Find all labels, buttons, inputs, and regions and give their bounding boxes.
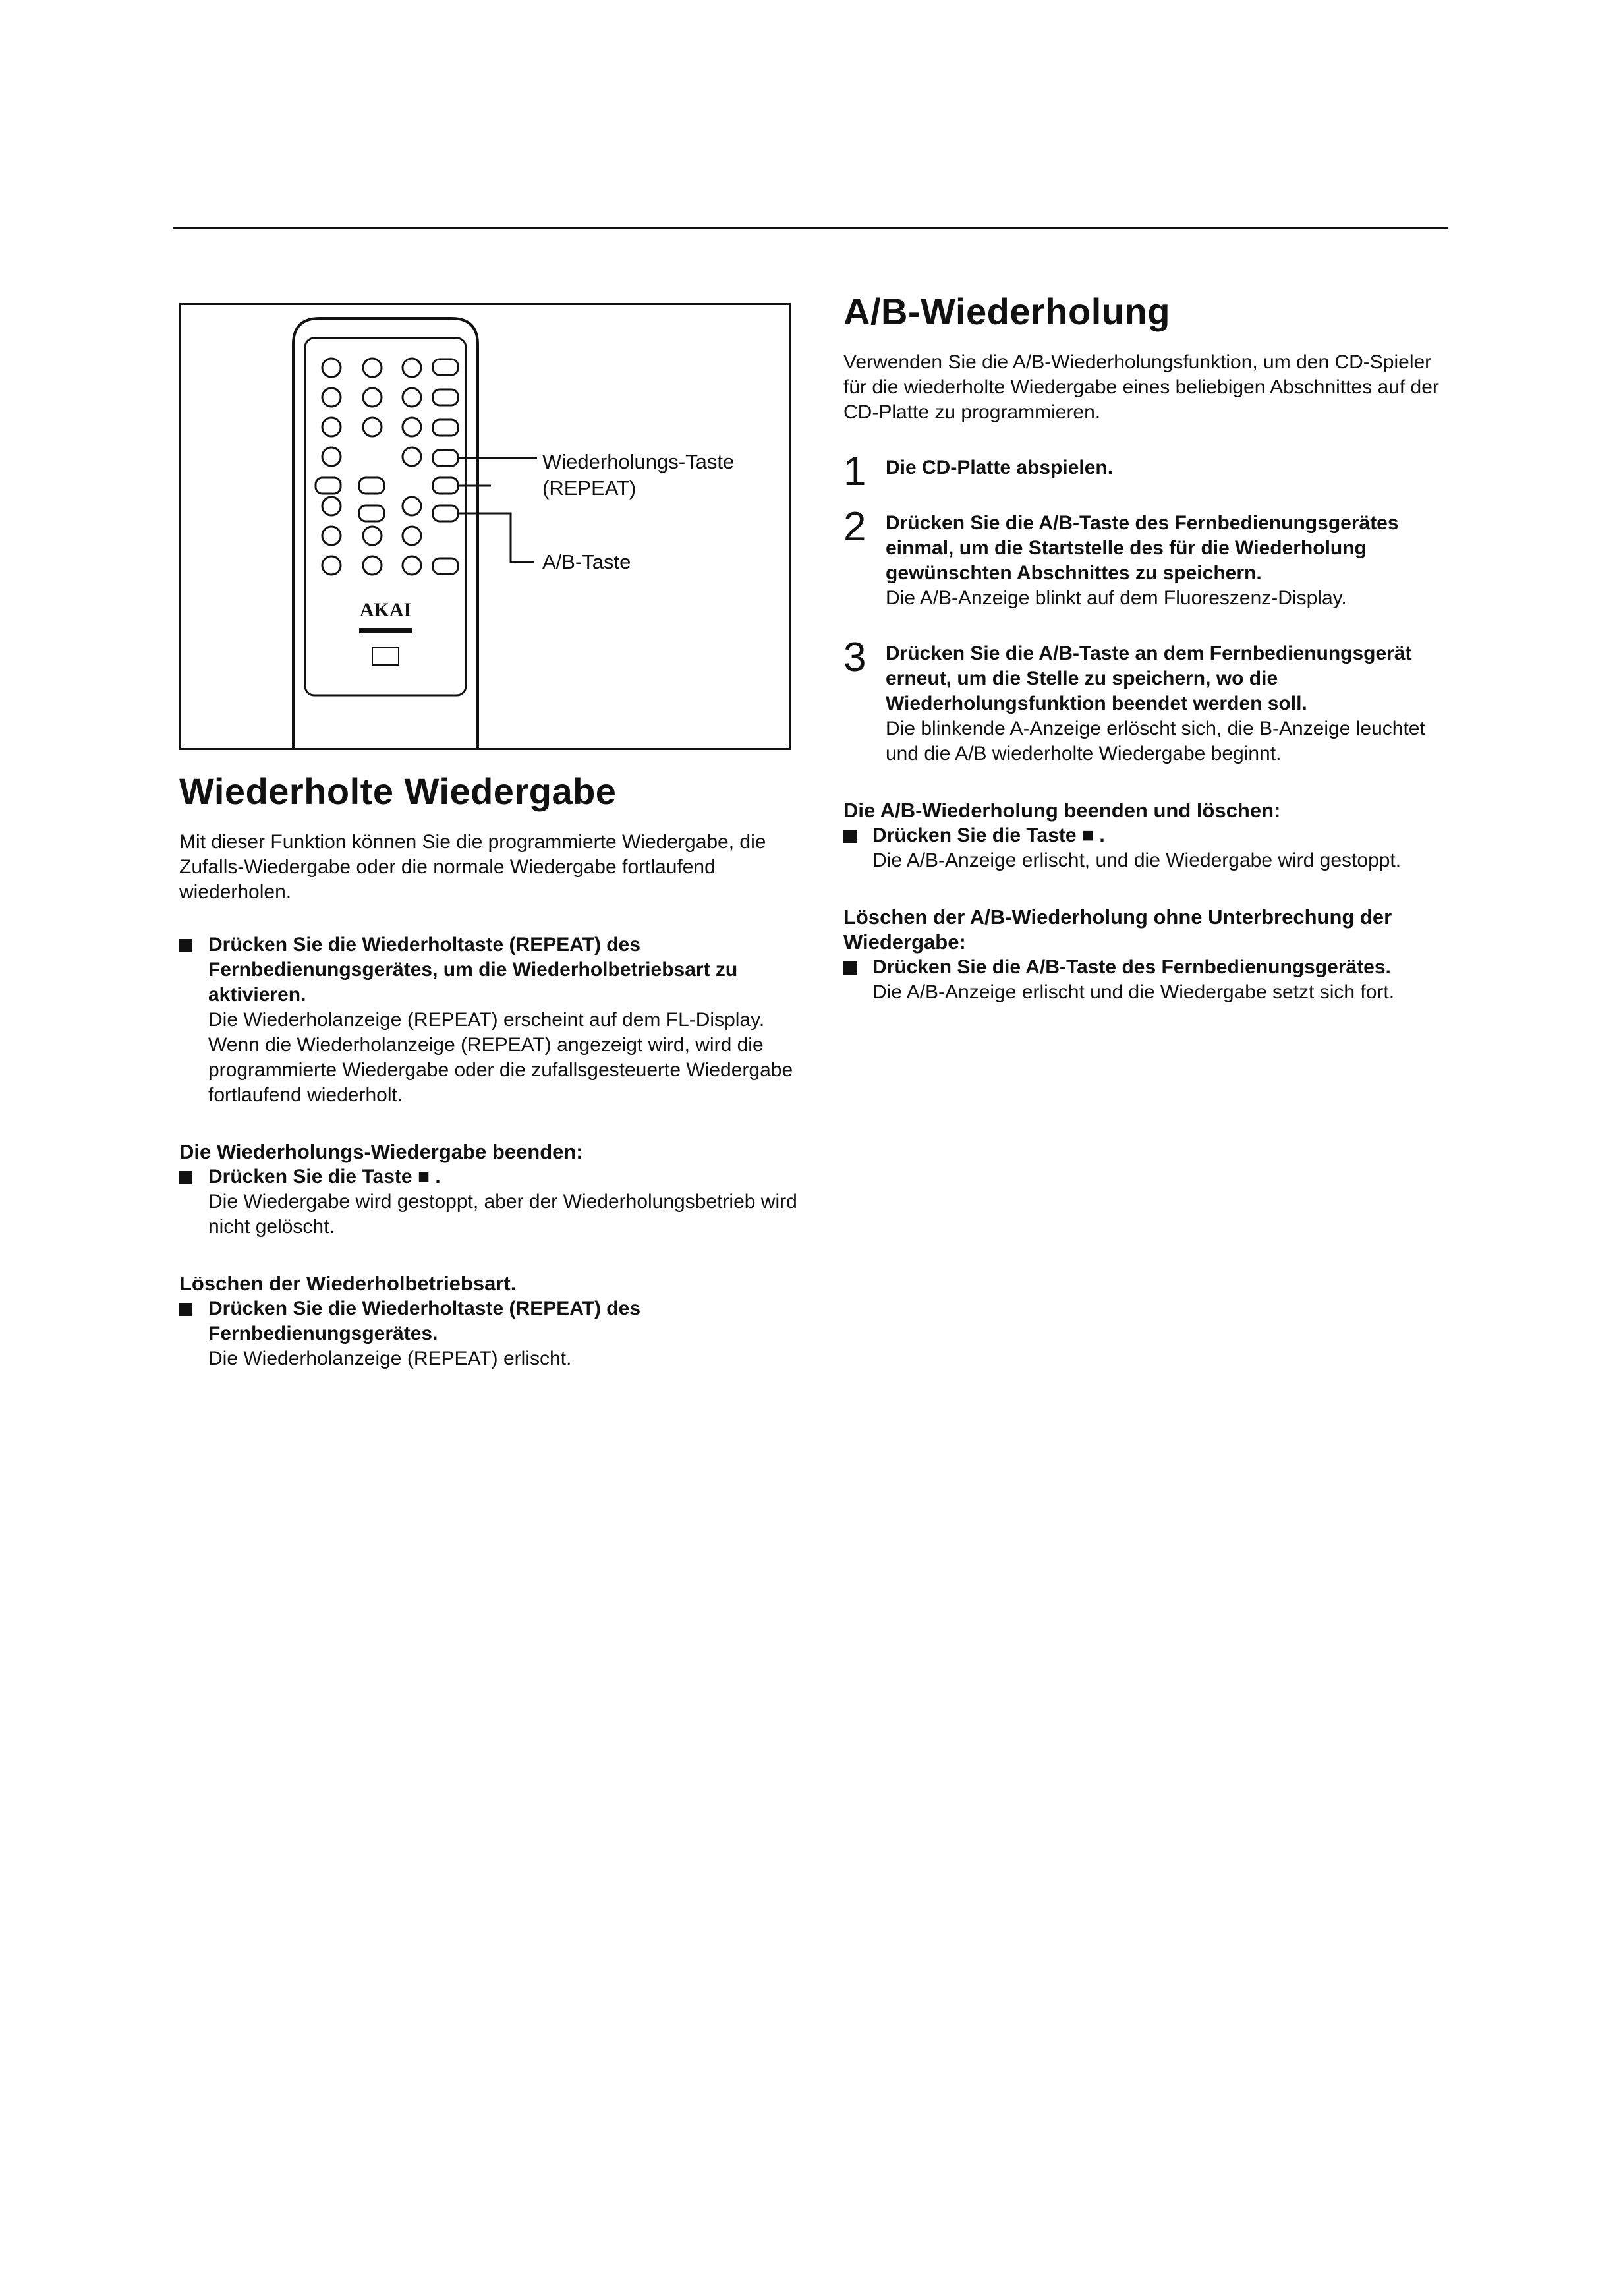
repeat-button-label: Wiederholungs-Taste <box>542 450 735 473</box>
bullet-icon <box>843 961 857 975</box>
ab-step <box>843 504 1453 611</box>
end-step <box>843 823 1453 873</box>
clear-heading: Löschen der A/B-Wiederholung ohne Unterbrechung der Wiedergabe: <box>843 905 1392 954</box>
section-title: Wiederholte Wiedergabe <box>179 770 617 812</box>
clear-step-main: Drücken Sie die Wiederholtaste (REPEAT) des Fernbedienungsgerätes. <box>208 1298 641 1344</box>
end-step-main: Drücken Sie die Taste ■ . <box>208 1166 441 1188</box>
repeat-step-detail: Wenn die Wiederholanzeige (REPEAT) angezeigt wird, wird die programmierte Wiedergabe oder die zufallsgesteuerte Wiedergabe fortlaufend wiederholt. <box>208 1034 793 1106</box>
bullet-icon <box>179 1303 192 1316</box>
section-title: A/B-Wiederholung <box>843 291 1170 332</box>
step-main: Drücken Sie die A/B-Taste an dem Fernbedienungsgerät erneut, um die Stelle zu speichern, wo die Wiederholungsfunktion beendet werden soll. <box>886 643 1412 714</box>
step-main: Drücken Sie die A/B-Taste des Fernbedienungsgerätes einmal, um die Startstelle des für die Wiederholung gewünschten Abschnittes zu speichern. <box>886 512 1399 584</box>
step-number: 1 <box>843 449 866 494</box>
ab-repeat-section <box>843 290 1453 1005</box>
end-heading: Die A/B-Wiederholung beenden und löschen: <box>843 799 1281 822</box>
top-rule <box>173 227 1448 229</box>
remote-figure <box>179 303 791 750</box>
repeat-button-sublabel: (REPEAT) <box>542 476 637 500</box>
end-step-detail: Die A/B-Anzeige erlischt, und die Wiedergabe wird gestoppt. <box>872 849 1402 871</box>
clear-step-detail: Die Wiederholanzeige (REPEAT) erlischt. <box>208 1348 572 1369</box>
repeat-step-detail: Die Wiederholanzeige (REPEAT) erscheint auf dem FL-Display. <box>208 1009 765 1031</box>
clear-heading: Löschen der Wiederholbetriebsart. <box>179 1272 517 1295</box>
step-number: 2 <box>843 504 866 550</box>
step-detail: Die A/B-Anzeige blinkt auf dem Fluoreszenz-Display. <box>886 587 1347 609</box>
repeat-playback-section <box>179 770 799 1371</box>
section-intro: Mit dieser Funktion können Sie die programmierte Wiedergabe, die Zufalls-Wiedergabe oder die normale Wiedergabe fortlaufend wiederholen. <box>179 831 766 903</box>
bullet-icon <box>843 830 857 843</box>
bullet-icon <box>179 939 192 952</box>
end-step <box>179 1164 799 1240</box>
clear-step-detail: Die A/B-Anzeige erlischt und die Wiedergabe setzt sich fort. <box>872 981 1395 1003</box>
repeat-step-main: Drücken Sie die Wiederholtaste (REPEAT) des Fernbedienungsgerätes, um die Wiederholbetriebsart zu aktivieren. <box>208 934 738 1006</box>
remote-illustration <box>181 305 789 748</box>
remote-brand-text: AKAI <box>359 599 412 621</box>
ab-step <box>843 449 1453 494</box>
step-main: Die CD-Platte abspielen. <box>886 457 1114 478</box>
step-number: 3 <box>843 635 866 680</box>
end-step-main: Drücken Sie die Taste ■ . <box>872 824 1105 846</box>
end-step-detail: Die Wiedergabe wird gestoppt, aber der Wiederholungsbetrieb wird nicht gelöscht. <box>208 1191 797 1238</box>
clear-step-main: Drücken Sie die A/B-Taste des Fernbedienungsgerätes. <box>872 956 1391 978</box>
repeat-step <box>179 933 799 1108</box>
end-heading: Die Wiederholungs-Wiedergabe beenden: <box>179 1140 583 1163</box>
ab-step <box>843 635 1453 766</box>
clear-step <box>179 1296 799 1371</box>
bullet-icon <box>179 1171 192 1184</box>
section-intro: Verwenden Sie die A/B-Wiederholungsfunktion, um den CD-Spieler für die wiederholte Wiedergabe eines beliebigen Abschnittes auf der CD-Platte zu programmieren. <box>843 351 1439 423</box>
ab-button-label: A/B-Taste <box>542 550 631 573</box>
step-detail: Die blinkende A-Anzeige erlöscht sich, die B-Anzeige leuchtet und die A/B wiederholte Wiedergabe beginnt. <box>886 718 1425 764</box>
clear-step <box>843 955 1453 1005</box>
